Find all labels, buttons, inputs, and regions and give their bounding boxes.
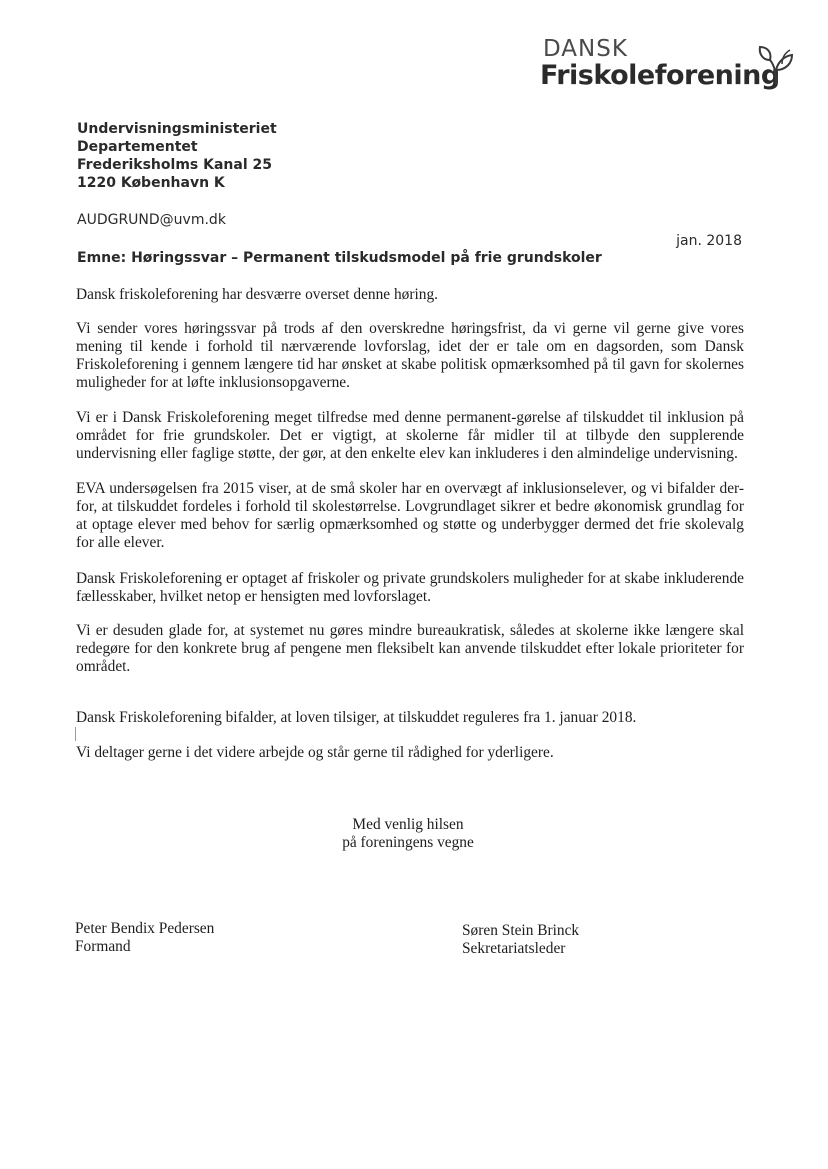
leaf-sprout-icon [758,40,798,90]
signer-name: Peter Bendix Pedersen [75,920,215,937]
signer-title: Sekretariatsleder [462,940,566,957]
body-paragraph: EVA undersøgelsen fra 2015 viser, at de små skoler har en overvægt af inklusionselever, og vi bifalder der-for, at tilskuddet fordeles i forhold til skolestørrelse. Lovgrundlaget sikrer et bedre økonomisk grundlag for at optage elever med behov for særlig opmærksomhed og støtte og underbygger dermed det frie skolevalg for alle elever. [76,480,744,551]
signer-name: Søren Stein Brinck [462,922,580,939]
body-paragraph: Vi deltager gerne i det videre arbejde og står gerne til rådighed for yderligere. [76,744,554,761]
logo [540,38,800,98]
signature-left [75,920,214,956]
body-paragraph: Vi er desuden glade for, at systemet nu gøres mindre bureaukratisk, således at skolerne ikke længere skal redegøre for den konkrete brug af pengene men fleksibelt kan anvende tilskuddet efter lokale prioriteter for området. [76,622,744,675]
closing-line: Med venlig hilsen [352,816,464,833]
recipient-line: 1220 København K [77,175,225,191]
closing [280,816,536,852]
logo-line2: Friskoleforening [540,60,780,91]
body-paragraph: Vi er i Dansk Friskoleforening meget tilfredse med denne permanent-gørelse af tilskuddet til inklusion på området for frie grundskoler. Det er vigtigt, at skolerne får midler til at tilbyde den supplerende undervisning eller faglige støtte, der gør, at den enkelte elev kan inkluderes i den almindelige undervisning. [76,409,744,462]
recipient-line: Undervisningsministeriet [77,121,277,137]
margin-mark [75,727,76,741]
body-paragraph: Vi sender vores høringssvar på trods af den overskredne høringsfrist, da vi gerne vil gerne give vores mening til kende i forhold til nærværende lovforslag, idet der er tale om en dagsorden, som Dansk Friskoleforening i gennem længere tid har ønsket at skabe politisk opmærksomhed på til gavn for skolernes muligheder for at løfte inklusionsopgaverne. [76,320,744,391]
body-paragraph: Dansk friskoleforening har desværre overset denne høring. [76,286,438,303]
recipient-line: Frederiksholms Kanal 25 [77,157,272,173]
body-paragraph: Dansk Friskoleforening er optaget af friskoler og private grundskolers muligheder for at skabe inkluderende fællesskaber, hvilket netop er hensigten med lovforslaget. [76,570,744,605]
logo-line1: DANSK [543,36,628,62]
recipient-email: AUDGRUND@uvm.dk [77,212,226,228]
letter-date: jan. 2018 [676,233,742,249]
recipient-line: Departementet [77,139,198,155]
signer-title: Formand [75,938,131,955]
letter-subject: Emne: Høringssvar – Permanent tilskudsmodel på frie grundskoler [77,250,602,266]
signature-right [462,922,579,958]
closing-line: på foreningens vegne [342,834,474,851]
body-paragraph: Dansk Friskoleforening bifalder, at loven tilsiger, at tilskuddet reguleres fra 1. januar 2018. [76,709,637,726]
recipient-address [77,120,277,192]
